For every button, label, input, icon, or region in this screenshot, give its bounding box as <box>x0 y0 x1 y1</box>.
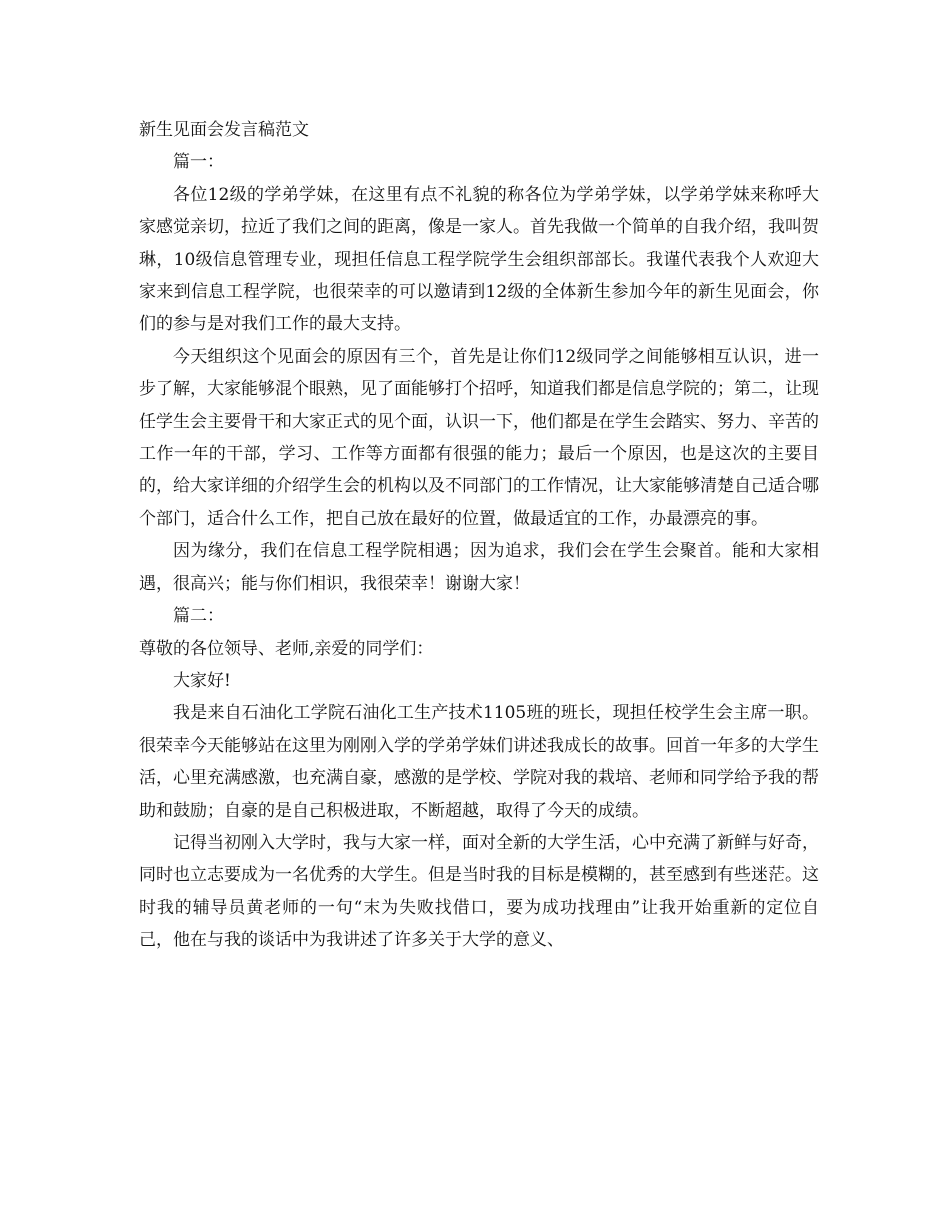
paragraph: 记得当初刚入大学时，我与大家一样，面对全新的大学生活，心中充满了新鲜与好奇，同时也立志要成为一名优秀的大学生。但是当时我的目标是模糊的，甚至感到有些迷茫。这时我的辅导员黄老师的一句“末为失败找借口，要为成功找理由”让我开始重新的定位自己，他在与我的谈话中为我讲述了许多关于大学的意义、 <box>139 832 819 951</box>
paragraph: 因为缘分，我们在信息工程学院相遇；因为追求，我们会在学生会聚首。能和大家相遇，很高兴；能与你们相识，我很荣幸！谢谢大家！ <box>139 541 819 594</box>
paragraph: 各位12级的学弟学妹，在这里有点不礼貌的称各位为学弟学妹，以学弟学妹来称呼大家感觉亲切，拉近了我们之间的距离，像是一家人。首先我做一个简单的自我介绍，我叫贺琳，10级信息管理专业，现担任信息工程学院学生会组织部部长。我谨代表我个人欢迎大家来到信息工程学院，也很荣幸的可以邀请到12级的全体新生参加今年的新生见面会，你们的参与是对我们工作的最大支持。 <box>139 184 819 335</box>
paragraph: 我是来自石油化工学院石油化工生产技术1105班的班长，现担任校学生会主席一职。很荣幸今天能够站在这里为刚刚入学的学弟学妹们讲述我成长的故事。回首一年多的大学生活，心里充满感激，也充满自豪，感激的是学校、学院对我的栽培、老师和同学给予我的帮助和鼓励；自豪的是自己积极进取，不断超越，取得了今天的成绩。 <box>139 703 819 821</box>
document-page <box>139 114 819 957</box>
document-title: 新生见面会发言稿范文 <box>139 120 309 140</box>
paragraph-salutation: 尊敬的各位领导、老师,亲爱的同学们： <box>139 638 434 659</box>
paragraph-section-label: 篇二： <box>173 606 224 627</box>
paragraph-greeting: 大家好! <box>173 670 231 691</box>
paragraph-section-label: 篇一： <box>173 152 224 173</box>
paragraph: 今天组织这个见面会的原因有三个，首先是让你们12级同学之间能够相互认识，进一步了解，大家能够混个眼熟，见了面能够打个招呼，知道我们都是信息学院的；第二，让现任学生会主要骨干和大家正式的见个面，认识一下，他们都是在学生会踏实、努力、辛苦的工作一年的干部，学习、工作等方面都有很强的能力；最后一个原因，也是这次的主要目的，给大家详细的介绍学生会的机构以及不同部门的工作情况，让大家能够清楚自己适合哪个部门，适合什么工作，把自己放在最好的位置，做最适宜的工作，办最漂亮的事。 <box>139 346 819 529</box>
